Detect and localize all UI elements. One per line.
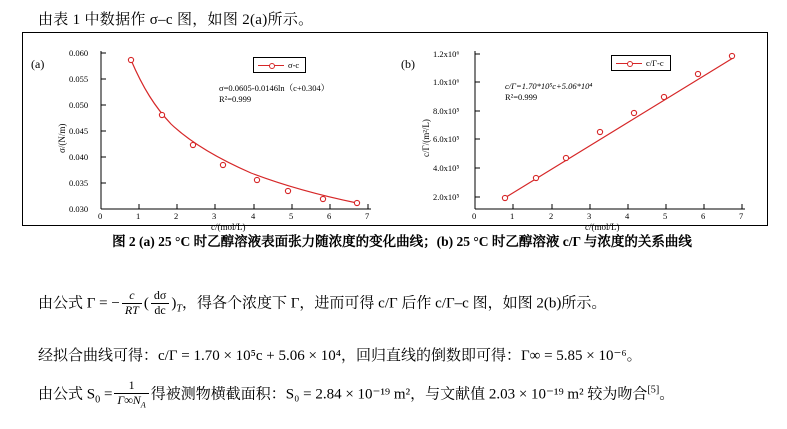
chart-a-legend (253, 57, 306, 73)
chart-b-ytick-0: 2.0x10⁵ (433, 192, 460, 202)
fraction-c-RT (122, 289, 142, 318)
chart-a-ylabel: σ/(N/m) (57, 123, 67, 153)
chart-a-equation (219, 83, 329, 106)
chart-a-xtick-3: 3 (212, 211, 217, 221)
chart-panel-b (395, 33, 767, 232)
chart-b-equation-line2: R²=0.999 (505, 92, 538, 103)
figure-panel (22, 32, 768, 232)
panel-b-label: (b) (401, 57, 415, 71)
chart-a-equation-line1: σ=0.0605-0.0146ln（c+0.304） (219, 83, 330, 93)
chart-b-equation (505, 81, 592, 104)
chart-a-ytick-4: 0.050 (69, 100, 89, 110)
p1-post: ，得各个浓度下 Γ，进而可得 c/Γ 后作 c/Γ–c 图，如图 2(b)所示。 (182, 295, 607, 312)
fraction-dsigma-num: dσ (151, 289, 169, 304)
chart-b-legend-label: c/Γ-c (646, 58, 664, 68)
p1-pre: 由公式 Γ = − (38, 295, 120, 312)
chart-b-xtick-5: 5 (663, 211, 668, 221)
intro-paragraph: 由表 1 中数据作 σ–c 图，如图 2(a)所示。 (38, 12, 314, 28)
paragraph-fit-result: 经拟合曲线可得：c/Γ = 1.70 × 10⁵c + 5.06 × 10⁴，回归直线的倒数即可得：Γ∞ = 5.85 × 10⁻⁶。 (38, 348, 642, 364)
legend-line-a-icon (258, 65, 284, 66)
p1-subscript-T: T (176, 303, 182, 315)
fraction-den-gamma-NA (114, 394, 148, 410)
chart-a-xtick-1: 1 (136, 211, 141, 221)
chart-b-ytick-3: 8.0x10⁵ (433, 106, 460, 116)
fraction-dsigma-dc (151, 289, 169, 318)
fraction-num-1: 1 (114, 379, 148, 394)
chart-a-legend-label: σ-c (288, 60, 300, 70)
p3-eq: = (100, 386, 113, 403)
chart-panel-a (23, 33, 395, 232)
chart-b-xlabel: c/(mol/L) (585, 222, 620, 232)
chart-a-xtick-6: 6 (327, 211, 332, 221)
chart-b-ytick-4: 1.0x10⁶ (433, 77, 460, 87)
chart-a-xtick-0: 0 (98, 211, 103, 221)
chart-b-xtick-0: 0 (472, 211, 477, 221)
chart-b-xtick-4: 4 (625, 211, 630, 221)
chart-b-xtick-2: 2 (549, 211, 554, 221)
chart-b-ylabel: c/Γ/(m²/L) (421, 119, 431, 157)
chart-a-ytick-0: 0.030 (69, 204, 89, 214)
chart-a-xtick-5: 5 (289, 211, 294, 221)
legend-line-b-icon (616, 63, 642, 64)
fraction-c-RT-den: RT (124, 302, 139, 317)
chart-b-xtick-7: 7 (739, 211, 744, 221)
chart-a-ytick-1: 0.035 (69, 178, 89, 188)
chart-b-legend (611, 55, 671, 71)
chart-a-ytick-6: 0.060 (69, 48, 89, 58)
chart-a-equation-line2: R²=0.999 (219, 94, 252, 105)
chart-a-xtick-4: 4 (251, 211, 256, 221)
chart-b-xtick-3: 3 (587, 211, 592, 221)
p3-end: 。 (659, 386, 675, 403)
chart-a-xtick-7: 7 (365, 211, 370, 221)
panel-a-label: (a) (31, 57, 45, 71)
p3-reference: [5] (647, 384, 660, 396)
fraction-1-over-gamma-NA (114, 379, 148, 410)
chart-a-ytick-5: 0.055 (69, 74, 89, 84)
chart-b-ytick-2: 6.0x10⁵ (433, 134, 460, 144)
p3-pre: 由公式 S (38, 386, 96, 403)
p1-paren-open: ( (143, 295, 149, 312)
chart-b-equation-line1: c/Γ=1.70*10⁵c+5.06*10⁴ (505, 81, 593, 91)
p1-paren-close: ) (171, 295, 177, 312)
chart-a-xtick-2: 2 (174, 211, 179, 221)
fraction-c-RT-num: c (122, 289, 142, 304)
paragraph-gamma-formula (38, 290, 606, 319)
chart-b-ytick-5: 1.2x10⁶ (433, 49, 460, 59)
fraction-den-text: Γ∞N (117, 392, 141, 407)
chart-a-ytick-2: 0.040 (69, 152, 89, 162)
fraction-den-sub-A: A (140, 400, 146, 410)
chart-a-ytick-3: 0.045 (69, 126, 89, 136)
p3-post: 得被测物横截面积：S₀ = 2.84 × 10⁻¹⁹ m²，与文献值 2.03 × 10⁻¹⁹ m² 较为吻合 (150, 386, 648, 403)
chart-b-xtick-1: 1 (510, 211, 515, 221)
figure-caption: 图 2 (a) 25 °C 时乙醇溶液表面张力随浓度的变化曲线；(b) 25 °C 时乙醇溶液 c/Γ 与浓度的关系曲线 (112, 234, 692, 249)
chart-b-ytick-1: 4.0x10⁵ (433, 163, 460, 173)
fraction-dc-den: dc (154, 302, 166, 317)
chart-b-xtick-6: 6 (701, 211, 706, 221)
paragraph-area-formula (38, 380, 674, 411)
chart-a-xlabel: c/(mol/L) (211, 222, 246, 232)
p3-sub-0: 0 (95, 394, 101, 406)
